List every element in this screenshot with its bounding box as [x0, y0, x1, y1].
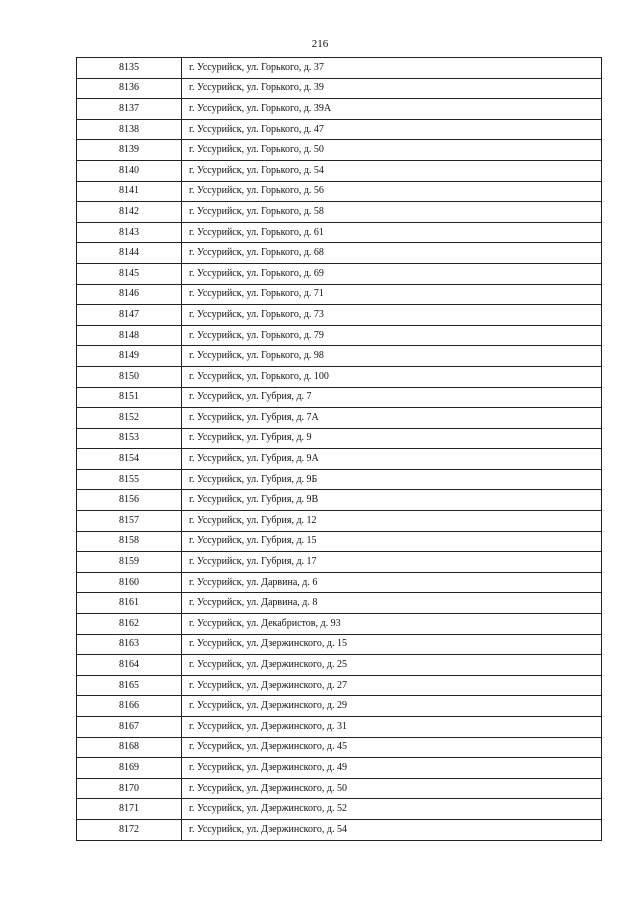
table-row — [77, 717, 602, 738]
row-address: г. Уссурийск, ул. Губрия, д. 12 — [182, 511, 602, 532]
row-number: 8167 — [77, 717, 182, 738]
row-number: 8139 — [77, 140, 182, 161]
row-address: г. Уссурийск, ул. Горького, д. 68 — [182, 243, 602, 264]
row-number: 8168 — [77, 737, 182, 758]
table-row — [77, 469, 602, 490]
row-number: 8143 — [77, 222, 182, 243]
row-address: г. Уссурийск, ул. Декабристов, д. 93 — [182, 614, 602, 635]
row-address: г. Уссурийск, ул. Горького, д. 58 — [182, 202, 602, 223]
row-address: г. Уссурийск, ул. Дзержинского, д. 31 — [182, 717, 602, 738]
row-address: г. Уссурийск, ул. Горького, д. 79 — [182, 325, 602, 346]
row-address: г. Уссурийск, ул. Дзержинского, д. 52 — [182, 799, 602, 820]
row-number: 8141 — [77, 181, 182, 202]
row-number: 8154 — [77, 449, 182, 470]
table-row — [77, 614, 602, 635]
row-number: 8169 — [77, 758, 182, 779]
table-row — [77, 819, 602, 840]
row-number: 8160 — [77, 572, 182, 593]
row-number: 8145 — [77, 263, 182, 284]
row-number: 8150 — [77, 366, 182, 387]
row-number: 8135 — [77, 58, 182, 79]
page-number: 216 — [311, 38, 329, 50]
table-row — [77, 799, 602, 820]
row-number: 8148 — [77, 325, 182, 346]
row-address: г. Уссурийск, ул. Дзержинского, д. 25 — [182, 655, 602, 676]
table-row — [77, 696, 602, 717]
row-address: г. Уссурийск, ул. Горького, д. 61 — [182, 222, 602, 243]
row-address: г. Уссурийск, ул. Губрия, д. 9Б — [182, 469, 602, 490]
row-address: г. Уссурийск, ул. Дарвина, д. 8 — [182, 593, 602, 614]
table-row — [77, 325, 602, 346]
table-row — [77, 140, 602, 161]
row-address: г. Уссурийск, ул. Горького, д. 54 — [182, 160, 602, 181]
table-row — [77, 202, 602, 223]
table-row — [77, 572, 602, 593]
table-row — [77, 78, 602, 99]
row-number: 8149 — [77, 346, 182, 367]
row-number: 8159 — [77, 552, 182, 573]
address-table-body — [77, 58, 602, 841]
table-row — [77, 58, 602, 79]
row-number: 8170 — [77, 778, 182, 799]
table-row — [77, 737, 602, 758]
row-number: 8142 — [77, 202, 182, 223]
row-number: 8166 — [77, 696, 182, 717]
row-number: 8163 — [77, 634, 182, 655]
row-address: г. Уссурийск, ул. Дзержинского, д. 54 — [182, 819, 602, 840]
row-address: г. Уссурийск, ул. Губрия, д. 9А — [182, 449, 602, 470]
table-row — [77, 160, 602, 181]
row-address: г. Уссурийск, ул. Губрия, д. 15 — [182, 531, 602, 552]
row-address: г. Уссурийск, ул. Дзержинского, д. 29 — [182, 696, 602, 717]
row-number: 8137 — [77, 99, 182, 120]
row-number: 8164 — [77, 655, 182, 676]
row-address: г. Уссурийск, ул. Горького, д. 39 — [182, 78, 602, 99]
table-row — [77, 181, 602, 202]
row-address: г. Уссурийск, ул. Горького, д. 69 — [182, 263, 602, 284]
row-address: г. Уссурийск, ул. Дзержинского, д. 45 — [182, 737, 602, 758]
row-number: 8171 — [77, 799, 182, 820]
row-address: г. Уссурийск, ул. Дарвина, д. 6 — [182, 572, 602, 593]
table-row — [77, 511, 602, 532]
address-table — [76, 57, 602, 841]
row-number: 8165 — [77, 675, 182, 696]
table-row — [77, 531, 602, 552]
row-address: г. Уссурийск, ул. Горького, д. 73 — [182, 305, 602, 326]
row-number: 8161 — [77, 593, 182, 614]
table-row — [77, 655, 602, 676]
row-number: 8140 — [77, 160, 182, 181]
table-row — [77, 634, 602, 655]
row-number: 8152 — [77, 408, 182, 429]
table-row — [77, 119, 602, 140]
table-row — [77, 778, 602, 799]
table-row — [77, 552, 602, 573]
table-row — [77, 449, 602, 470]
row-number: 8162 — [77, 614, 182, 635]
table-row — [77, 346, 602, 367]
row-number: 8151 — [77, 387, 182, 408]
table-row — [77, 758, 602, 779]
table-row — [77, 428, 602, 449]
row-address: г. Уссурийск, ул. Горького, д. 47 — [182, 119, 602, 140]
table-row — [77, 366, 602, 387]
table-row — [77, 263, 602, 284]
table-row — [77, 305, 602, 326]
row-address: г. Уссурийск, ул. Горького, д. 100 — [182, 366, 602, 387]
table-row — [77, 593, 602, 614]
row-address: г. Уссурийск, ул. Горького, д. 39А — [182, 99, 602, 120]
table-row — [77, 284, 602, 305]
row-address: г. Уссурийск, ул. Горького, д. 56 — [182, 181, 602, 202]
row-number: 8158 — [77, 531, 182, 552]
table-row — [77, 490, 602, 511]
row-number: 8146 — [77, 284, 182, 305]
row-address: г. Уссурийск, ул. Губрия, д. 17 — [182, 552, 602, 573]
row-number: 8156 — [77, 490, 182, 511]
table-row — [77, 222, 602, 243]
table-row — [77, 243, 602, 264]
row-address: г. Уссурийск, ул. Губрия, д. 7 — [182, 387, 602, 408]
row-address: г. Уссурийск, ул. Горького, д. 71 — [182, 284, 602, 305]
table-row — [77, 408, 602, 429]
row-address: г. Уссурийск, ул. Дзержинского, д. 27 — [182, 675, 602, 696]
row-number: 8147 — [77, 305, 182, 326]
row-address: г. Уссурийск, ул. Дзержинского, д. 49 — [182, 758, 602, 779]
row-number: 8144 — [77, 243, 182, 264]
table-row — [77, 387, 602, 408]
row-address: г. Уссурийск, ул. Губрия, д. 9В — [182, 490, 602, 511]
row-address: г. Уссурийск, ул. Губрия, д. 7А — [182, 408, 602, 429]
row-address: г. Уссурийск, ул. Горького, д. 50 — [182, 140, 602, 161]
row-number: 8172 — [77, 819, 182, 840]
row-address: г. Уссурийск, ул. Дзержинского, д. 15 — [182, 634, 602, 655]
table-row — [77, 99, 602, 120]
row-number: 8155 — [77, 469, 182, 490]
row-address: г. Уссурийск, ул. Губрия, д. 9 — [182, 428, 602, 449]
row-address: г. Уссурийск, ул. Дзержинского, д. 50 — [182, 778, 602, 799]
row-number: 8138 — [77, 119, 182, 140]
row-number: 8157 — [77, 511, 182, 532]
row-number: 8136 — [77, 78, 182, 99]
row-address: г. Уссурийск, ул. Горького, д. 98 — [182, 346, 602, 367]
row-number: 8153 — [77, 428, 182, 449]
table-row — [77, 675, 602, 696]
row-address: г. Уссурийск, ул. Горького, д. 37 — [182, 58, 602, 79]
